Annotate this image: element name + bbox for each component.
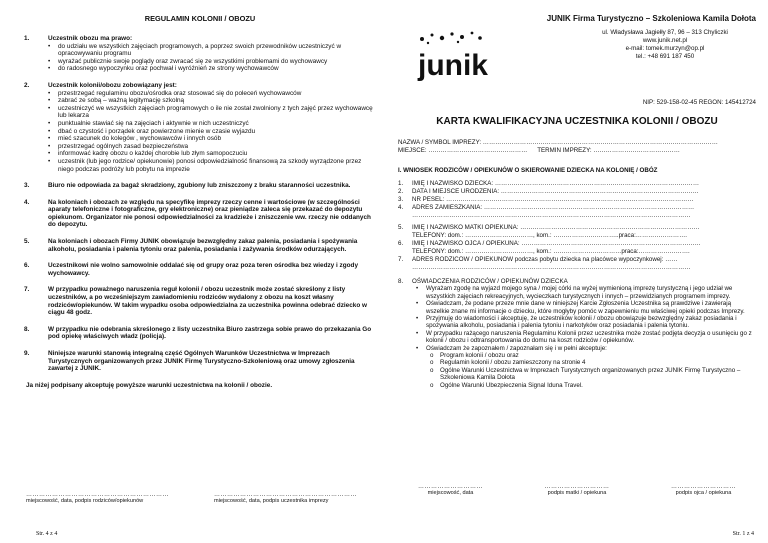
rule-text: Niniejsze warunki stanowią integralną część Ogólnych Warunków Uczestnictwa w Imprezach Turystycznych organizowanych przez JUNIK Firmę Turystyczno-Szkoleniową oraz umowy zgłoszenia zawartej z JUNIK. <box>48 350 355 373</box>
rule-item <box>26 326 374 341</box>
declaration-item: • Wyrażam zgodę na wyjazd mojego syna / mojej córki na wyżej wymienioną imprezę turystyczną i jego udział we wszystkich zajęciach rekreacyjnych, wycieczkach turystycznych i innych – przewidzianych programem imprezy. <box>412 285 756 300</box>
field-number: 6. <box>398 240 404 247</box>
field-text: TELEFONY: dom.: ……………………………, kom.: …………………………..praca:……………………. <box>412 232 688 239</box>
rule-item <box>26 82 374 173</box>
signature-line: ………………………………………………………… <box>214 492 357 498</box>
email: e-mail: tomek.murzyn@op.pl <box>625 45 705 52</box>
rule-item <box>26 182 374 190</box>
form-field <box>398 188 756 196</box>
signature-line: ………………………………………………………… <box>26 492 169 498</box>
rule-number: 6. <box>24 262 30 270</box>
signature-caption: miejscowość, data <box>427 490 474 496</box>
rule-subitem: • przestrzegać ogólnych zasad bezpieczeństwa <box>48 143 374 151</box>
signature-caption: podpis matki / opiekuna <box>547 490 607 496</box>
declaration-subitem: o Ogólne Warunki Ubezpieczenia Signal Iduna Travel. <box>426 382 756 389</box>
page-number: Str. 1 z 4 <box>732 531 754 537</box>
event-name-field: NAZWA / SYMBOL IMPREZY: …………………………………………………………………………………………………… <box>398 139 718 146</box>
signature-line: ………………………… <box>544 484 610 490</box>
field-text: ……………………………………………………………………………………………………………………… <box>412 212 691 219</box>
rule-subitem: • uczestnik (lub jego rodzice/ opiekunowie) ponosi odpowiedzialność finansową za szkody wyrządzone przez niego podczas podróży lub pobytu na imprezie <box>48 158 374 173</box>
field-text: DATA I MIEJSCE URODZENIA: …………………………………………………………………………………… <box>412 188 699 195</box>
rule-item <box>26 199 374 229</box>
father-signature <box>651 484 756 496</box>
form-fields <box>398 180 756 272</box>
rule-text: W przypadku poważnego naruszenia reguł kolonii / obozu uczestnik może zostać skreślony z listy uczestników, a po wcześniejszym zawiadomieniu rodziców wydalony z obozu na koszt własny rodziców/opiekunów. W takim wypadku osoba odpowiedzialna za uczestnika powinna odebrać dziecko w ciągu 48 godz. <box>48 286 367 317</box>
rule-number: 2. <box>24 81 30 89</box>
parent-signature <box>26 492 186 504</box>
signature-caption: miejscowość, data, podpis uczestnika imprezy <box>214 498 329 504</box>
form-field <box>398 212 756 220</box>
company-address <box>580 29 750 89</box>
rule-subitem: • zabrać ze sobą – ważną legitymację szkolną <box>48 97 374 105</box>
form-field <box>398 196 756 204</box>
rule-text: W przypadku nie odebrania skreślonego z listy uczestnika Biuro zastrzega sobie prawo do przekazania Go pod opiekę właściwych władz (policja). <box>48 325 372 341</box>
rule-text: Na koloniach i obozach Firmy JUNIK obowiązuje bezwzględny zakaz palenia, posiadania i spożywania alkoholu, posiadania i palenia tytoniu oraz palenia, posiadania i zażywania środków odurzających. <box>48 238 358 253</box>
signature-caption: podpis ojca / opiekuna <box>675 490 732 496</box>
signature-caption: miejscowość, data, podpis rodziców/opiekunów <box>26 498 144 504</box>
field-text: TELEFONY: dom.: ……………………………, kom.: ……………………………praca:……………………. <box>412 248 690 255</box>
field-text: NR PESEL: ………………………………………………………………………………………………………… <box>412 196 694 203</box>
form-field <box>398 256 756 264</box>
rule-number: 8. <box>24 325 30 333</box>
rule-number: 9. <box>24 350 30 357</box>
rule-item <box>26 350 374 373</box>
form-field <box>398 240 756 248</box>
field-text: ……………………………………………………………………………………………………………………… <box>412 264 691 271</box>
rules-title: REGULAMIN KOLONII / OBOZU <box>144 14 256 23</box>
section-heading: I. WNIOSEK RODZICÓW / OPIEKUNÓW O SKIEROWANIE DZIECKA NA KOLONIĘ / OBÓZ <box>398 167 658 174</box>
form-field <box>398 232 756 240</box>
rule-subitem: • dbać o czystość i porządek oraz powierzone mienie w czasie wyjazdu <box>48 128 374 136</box>
rule-number: 4. <box>24 198 30 206</box>
term-field: TERMIN IMPREZY: …………………………………… <box>537 147 680 154</box>
field-text: IMIĘ I NAZWISKO OJCA / OPIEKUNA: …………………………………………………………………………… <box>412 240 701 247</box>
rule-text: Na koloniach i obozach ze względu na specyfikę imprezy rzeczy cenne i wartościowe (w szczególności aparaty telefoniczne i fotograficzne, gry elektroniczne) oraz pieniądze zaleca się przekazać do depozytu opiekunom. Organizator nie ponosi odpowiedzialności za kradzieże i zniszczenie ww. rzeczy nie oddanych do depozytu. <box>48 198 371 229</box>
field-text: ADRES ZAMIESZKANIA: ………………………………………………………………………………………… <box>412 204 695 211</box>
field-text: IMIĘ I NAZWISKO DZIECKA: ……………………………………………………………………………………… <box>412 180 700 187</box>
rule-text: Biuro nie odpowiada za bagaż skradziony, zgubiony lub zniszczony z braku staranności uczestnika. <box>48 182 351 190</box>
field-number: 5. <box>398 224 404 231</box>
rules-list <box>26 35 374 373</box>
rule-subitem: • do radosnego wypoczynku oraz pochwał i wyróżnień ze strony wychowawców <box>48 65 374 73</box>
left-signature-row <box>26 492 374 504</box>
rule-text: Uczestnik obozu ma prawo: <box>48 35 133 42</box>
company-name: JUNIK Firma Turystyczno – Szkoleniowa Kamila Dołota <box>546 14 756 23</box>
mother-signature <box>525 484 630 496</box>
declaration-subitem: o Program kolonii / obozu oraz <box>426 352 756 359</box>
rule-item <box>26 262 374 277</box>
place-term-row <box>398 147 756 155</box>
rule-sublist <box>48 90 374 174</box>
address-line: ul. Władysława Jagiełły 87, 96 – 313 Chyliczki <box>602 29 728 36</box>
declaration-subitem: o Ogólne Warunki Uczestnictwa w Imprezach Turystycznych organizowanych przez JUNIK Firmę Turystyczno – Szkoleniowa Kamila Dołota <box>426 367 756 382</box>
website: www.junik.net.pl <box>642 37 688 44</box>
rule-item <box>26 238 374 253</box>
declaration-item: • Oświadczam, że podane przeze mnie dane w niniejszej Karcie Zgłoszenia Uczestnika są prawdziwe i zawierają wszelkie znane mi informacje o dziecku, które mogłyby pomóc w zapewnieniu mu właściwej opieki podczas Imprezy. <box>412 300 756 315</box>
nip-regon: NIP: 529-158-02-45 REGON: 145412724 <box>642 99 756 106</box>
declarations-title: OŚWIADCZENIA RODZICÓW / OPIEKUNÓW DZIECKA <box>412 278 568 285</box>
field-number: 3. <box>398 196 404 203</box>
rule-number: 3. <box>24 182 30 190</box>
declaration-item: • Przyjmuję do wiadomości i akceptuję, że uczestników kolonii / obozu obowiązuje bezwzględny zakaz posiadania i spożywania alkoholu, posiadania i palenia tytoniu i narkotyków oraz posiadania i palenia tytoniu. <box>412 315 756 330</box>
field-text: IMIĘ I NAZWISKO MATKI OPIEKUNA: …………………………………………………………………………… <box>412 224 700 231</box>
declarations-list <box>412 285 756 389</box>
right-page <box>384 0 768 543</box>
rule-number: 1. <box>24 35 30 42</box>
form-field <box>398 180 756 188</box>
rule-text: Uczestnikowi nie wolno samowolnie oddalać się od grupy oraz poza teren ośrodka bez wiedzy i zgody wychowawcy. <box>48 262 359 277</box>
rule-subitem: • uczestniczyć we wszystkich zajęciach programowych o ile nie został zwolniony z tych zajęć przez wychowawcę lub lekarza <box>48 105 374 120</box>
field-number: 2. <box>398 188 404 195</box>
field-number: 7. <box>398 256 404 263</box>
form-field <box>398 224 756 232</box>
signature-line: ………………………… <box>671 484 736 490</box>
form-field <box>398 264 756 272</box>
rule-item <box>26 286 374 316</box>
rule-subitem: • informować kadrę obozu o każdej chorobie lub złym samopoczuciu <box>48 150 374 158</box>
field-number: 4. <box>398 204 404 211</box>
rule-item <box>26 35 374 73</box>
phone: tel.: +48 691 187 450 <box>635 53 695 60</box>
date-signature <box>398 484 503 496</box>
acceptance-statement: Ja niżej podpisany akceptuję powyższe warunki uczestnictwa na kolonii / obozie. <box>26 381 273 389</box>
place-field: MIEJSCE: ………………………………………… <box>398 147 528 154</box>
rule-subitem: • mieć szacunek do kolegów , wychowawców i innych osób <box>48 135 374 143</box>
participant-signature <box>214 492 374 504</box>
rule-subitem: • do udziału we wszystkich zajęciach programowych, a poprzez swoich przewodników uczestniczyć w opracowywaniu programu <box>48 43 374 58</box>
svg-text:junik: junik <box>417 49 489 82</box>
rule-subitem: • wyrażać publicznie swoje poglądy oraz zwracać się ze wszystkimi problemami do wychowawcy <box>48 58 374 66</box>
declarations <box>398 278 756 389</box>
page-number: Str. 4 z 4 <box>36 531 58 537</box>
rule-subitem: • przestrzegać regulaminu obozu/ośrodka oraz stosować się do poleceń wychowawców <box>48 90 374 98</box>
declaration-item: • Oświadczam że zapoznałem / zapoznałam się i w pełni akceptuje: <box>412 345 756 352</box>
declaration-sublist <box>412 352 756 389</box>
field-text: ADRES RODZICÓW / OPIEKUNÓW podczas pobytu dziecka na placówce wypoczynkowej: …… <box>412 256 678 263</box>
junik-logo <box>398 29 508 89</box>
declarations-number: 8. <box>398 278 404 285</box>
rule-number: 5. <box>24 238 30 246</box>
signature-line: ………………………… <box>418 484 483 490</box>
rule-text: Uczestnik kolonii/obozu zobowiązany jest: <box>48 81 177 89</box>
form-field <box>398 248 756 256</box>
rule-sublist <box>48 43 374 73</box>
card-title: KARTA KWALIFIKACYJNA UCZESTNIKA KOLONII / OBOZU <box>436 116 718 127</box>
declaration-item: • W przypadku rażącego naruszenia Regulaminu Kolonii przez uczestnika może zostać podjęta decyzja o usunięciu go z kolonii / obozu i odtransportowania do domu na koszt rodziców / opiekunów. <box>412 330 756 345</box>
rule-number: 7. <box>24 286 30 294</box>
form-field <box>398 204 756 212</box>
right-signature-row <box>398 484 756 496</box>
field-number: 1. <box>398 180 404 187</box>
declaration-subitem: o Regulamin kolonii / obozu zamieszczony na stronie 4 <box>426 359 756 366</box>
rule-subitem: • punktualnie stawiać się na zajęciach i aktywnie w nich uczestniczyć <box>48 120 374 128</box>
